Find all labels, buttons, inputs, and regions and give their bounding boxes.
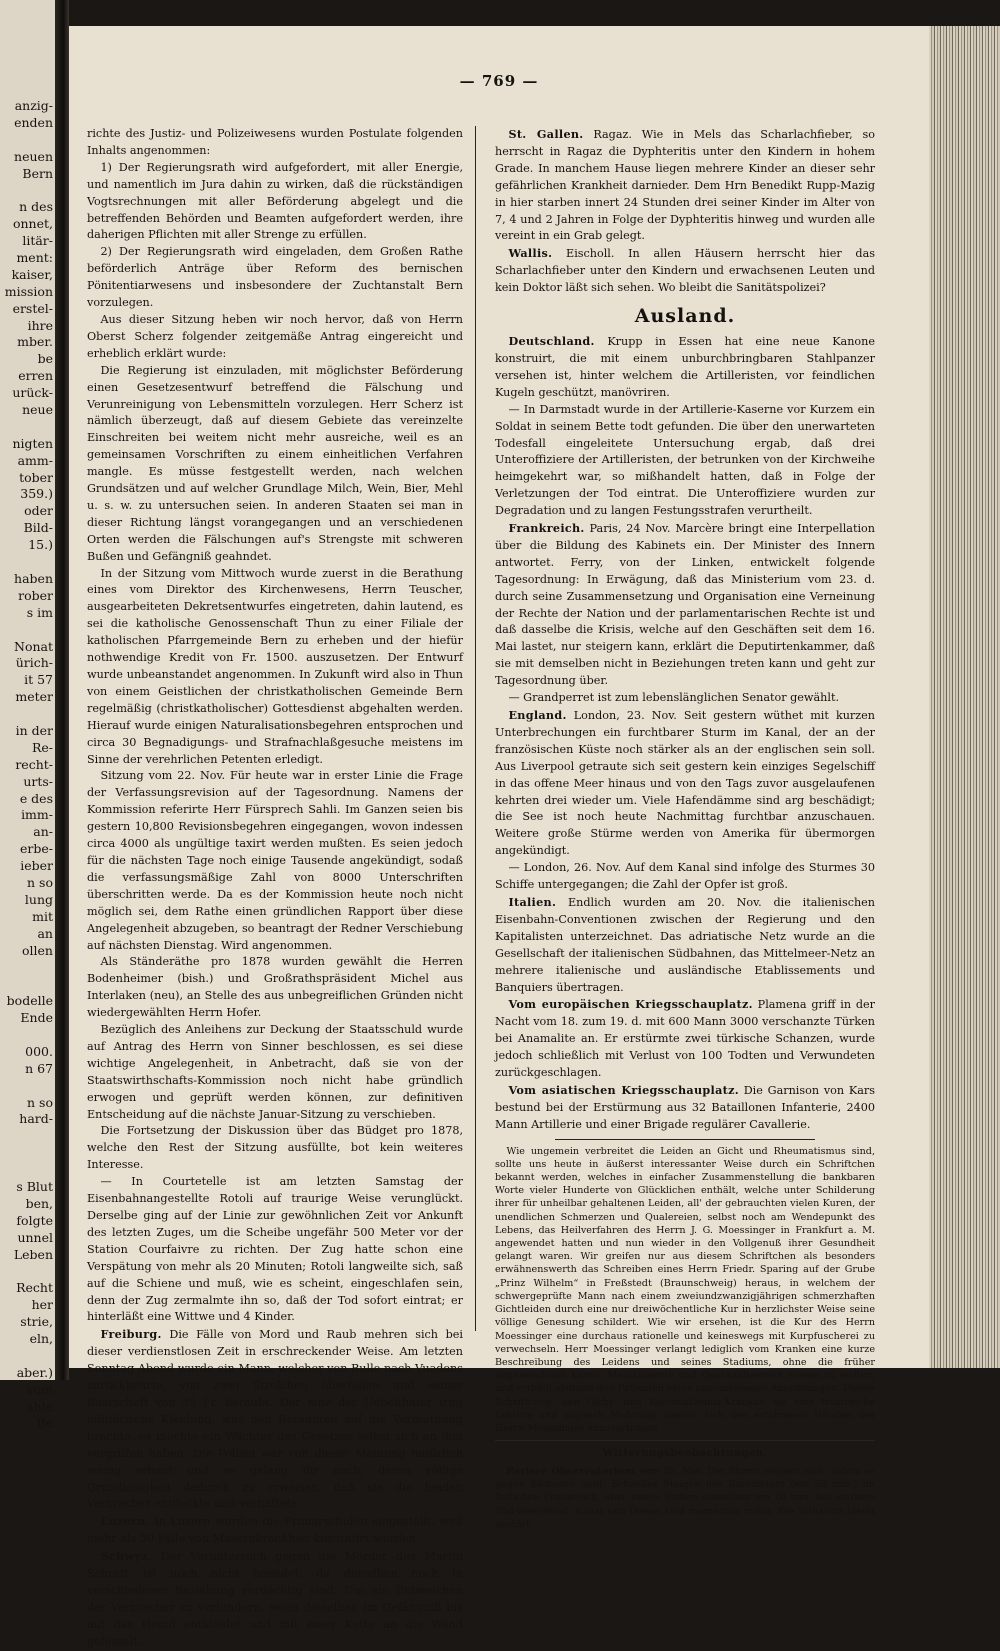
margin-fragment: folgte [16,1212,53,1228]
paragraph-block [87,312,463,363]
dateline: St. Gallen. [508,127,584,141]
divider [555,1139,815,1140]
paragraph-block [87,768,463,954]
margin-fragment [5,1145,53,1162]
paragraph-block [495,1082,875,1134]
margin-fragment: Recht [16,1280,53,1296]
paragraph-block [87,1174,463,1326]
paragraph-text: Endlich wurden am 20. Nov. die italienischen Eisenbahn-Conventionen zwischen der Regierung und den Kapitalisten unterzeichnet. Das adriatische Netz wurde an die Gesellschaft der italienischen Südbahnen, das Mittelmeer-Netz an mehrere italienische und ausländische Etablissements und Banquiers übertragen. [495,895,875,994]
margin-fragment: rober [18,587,53,603]
margin-fragment [5,182,53,199]
paragraph-block [87,954,463,1022]
paragraph-block [87,1123,463,1174]
dateline: Deutschland. [508,334,595,349]
paragraph-text: Paris, 24 Nov. Marcère bringt eine Interpellation über die Bildung des Kabinets ein. Der Minister des Innern antwortet. Ferry, von der Linken, entwickelt folgende Tagesordnung: In Erwägung, daß das Ministerium vom 23. d. durch seine Zusammensetzung und Organisation eine Verneinung der Rechte der Nation und der parlamentarischen Rechte ist und daß dasselbe die Krisis, welche auf den Geschäften seit dem 16. Mai lastet, nur steigern kann, erklärt die Deputirtenkammer, daß sie mit demselben nicht in Beziehungen treten kann und geht zur Tagesordnung über. [495,522,875,688]
weather-title: Witterungsbeobachtungen. [602,1448,768,1460]
notice-paragraph [495,1145,875,1435]
margin-fragment: mission [4,283,53,299]
dateline: Italien. [508,894,557,909]
margin-fragment [5,132,53,149]
dateline: Schwyz. [100,1549,152,1564]
dateline: Frankreich. [508,521,585,536]
article-paragraph [495,1082,875,1134]
margin-fragment: s im [26,604,53,620]
paragraph-text: London, 23. Nov. Seit gestern wüthet mit kurzen Unterbrechungen ein furchtbarer Sturm im Kanal, der an der französischen Küste noch stärker als an der englischen sein soll. Aus Liverpool getraute sich seit gestern kein einziges Segelschiff in das offene Meer hinaus und von den Tags zuvor ausgelaufenen kehrten drei wieder um. Viele Hafendämme sind arg beschädigt; die See ist noch heute Nachmittag furchtbar anzuschauen. Weitere große Stürme werden von Amerika für übermorgen angekündigt. [495,709,875,858]
paragraph-block [87,566,463,769]
margin-fragment: imm- [21,807,53,823]
margin-fragment: eln, [29,1331,53,1347]
article-paragraph [495,245,875,297]
margin-fragment: n des [19,199,53,215]
paragraph-block [87,1326,463,1513]
paragraph-block [495,996,875,1082]
margin-fragment: strie, [20,1314,53,1330]
margin-fragment: amm- [17,452,53,468]
paragraph-text: Als Ständeräthe pro 1878 wurden gewählt die Herren Bodenheimer (bish.) und Großrathspräsident Michel aus Interlaken (neu), an Stelle des aus unbegreiflichen Gründen nicht wiedergewählten Herrn Hofer. [87,955,463,1020]
paragraph-block [495,707,875,860]
margin-fragment: ment: [16,250,53,266]
margin-fragment: ollen [22,942,53,958]
paragraph-block [495,894,875,996]
margin-fragment [5,706,53,723]
margin-fragment: an- [33,824,53,840]
article-paragraph [87,126,463,160]
margin-fragment: 359.) [20,486,53,502]
margin-fragment: ahle [26,1398,53,1414]
paragraph-block [495,126,875,245]
article-paragraph [495,707,875,860]
margin-fragment: tober [19,469,53,485]
margin-fragment: n 67 [25,1060,53,1076]
article-paragraph [495,520,875,690]
paragraph-block [87,244,463,312]
paragraph-block [495,333,875,402]
paragraph-block [495,1465,875,1531]
right-column [495,126,875,1531]
paragraph-text: Krupp in Essen hat eine neue Kanone konstruirt, die mit einem unburchbringbaren Stahlpanzer versehen ist, hinter welchem die Artilleristen, vor feindlichen Kugeln geschützt, manövriren. [495,335,875,399]
notice-paragraph [495,1465,875,1531]
article-paragraph [495,996,875,1082]
margin-fragment: erbe- [20,841,53,857]
paragraph-text: Plamena griff in der Nacht vom 18. zum 19. d. mit 600 Mann 3000 verschanzte Türken bei Anamalite an. Er erstürmte zwei türkische Schanzen, wurde jedoch schließlich mit Verlust von 100 Todten und Verwundeten zurückgeschlagen. [495,998,875,1080]
margin-fragment [5,959,53,976]
margin-fragment [5,1027,53,1044]
paragraph-block [495,245,875,297]
margin-fragment: anzig- [14,98,53,113]
paragraph-text: Die Garnison von Kars bestund bei der Erstürmung aus 32 Bataillonen Infanterie, 2400 Mann Artillerie und einer Brigade regulärer Cavallerie. [495,1083,875,1131]
dateline: Freiburg. [100,1327,162,1342]
paragraph-block [87,160,463,245]
article-paragraph [87,312,463,363]
margin-fragment: e des [19,790,53,806]
article-paragraph [87,1022,463,1123]
paragraph-block [87,126,463,160]
margin-fragment [5,419,53,436]
article-paragraph [87,1513,463,1548]
margin-fragment [5,622,53,639]
paragraph-block [495,690,875,707]
dateline: Vom asiatischen Kriegsschauplatz. [508,1082,739,1097]
margin-fragment: Bild- [23,520,53,536]
newspaper-page [69,26,929,1648]
margin-fragment [5,1078,53,1095]
article-paragraph [495,894,875,996]
article-paragraph [87,160,463,245]
paragraph-text: Die Fortsetzung der Diskussion über das Büdget pro 1878, welche den Rest der Sitzung ausfüllte, bot kein weiteres Interesse. [87,1124,463,1172]
margin-fragment: aber.) [16,1364,53,1380]
margin-fragment: 000. [25,1043,53,1059]
page-number: — 769 — [459,72,539,90]
article-paragraph [87,566,463,769]
article-paragraph [495,860,875,894]
margin-fragment: kaiser, [11,266,53,282]
paragraph-text: Die Fälle von Mord und Raub mehren sich bei dieser verdienstlosen Zeit in erschreckender Weise. Am letzten Sonntag Abend wurde ein Mann, welcher von Bulle nach Vuadens zurückkehrte, von zwei Strolchen überfallen und seiner Baarschaft von 35 Fr. beraubt. Der eine der Uebelthäter trug militärische Kleidung, was den Beraubten auf die Vermuthung brachte, es möchte ein Wächter des Gesetzes selbst sich an ihm vergriffen haben. Die Polizei war von dieser Meinung natürlich wenig erbaut und es gelang ihr auch, deren völlige Grundlosigkeit dadurch zu erweisen, daß sie die beiden Verbrecher entdeckte und verhaftete. [87,1328,463,1511]
margin-fragment: Be [36,1415,53,1431]
margin-fragment [5,1162,53,1179]
margin-fragment: bodelle [6,993,53,1009]
margin-fragment [5,1263,53,1280]
left-page-fragment [0,0,55,1431]
margin-fragment: n so [27,874,53,890]
margin-fragment: it 57 [24,672,53,688]
margin-fragment: nigten [12,435,53,451]
dateline: England. [508,708,567,722]
paragraph-text: — In Courtetelle ist am letzten Samstag der Eisenbahnangestellte Rotoli auf traurige Weise verunglückt. Derselbe ging auf der Linie zur gewöhnlichen Zeit vor Ankunft des letzten Zuges, um die Scheibe ungefähr 500 Meter vor der Station Courfaivre zu richten. Der Zug hatte schon eine Verspätung von mehr als 20 Minuten; Rotoli langweilte sich, saß auf die Schiene und muß, wie es scheint, eingeschlafen sein, denn der Zug zermalmte ihn so, daß der Tod sofort eintrat; er hinterläßt eine Wittwe und 4 Kinder. [87,1175,463,1324]
margin-fragment: Ende [20,1010,53,1026]
section-heading: Ausland. [634,305,736,328]
dateline: Wallis. [508,246,553,261]
paragraph-block [87,363,463,566]
margin-fragment: urts- [23,773,53,789]
article-paragraph [495,402,875,520]
margin-fragment: erren [18,368,53,384]
margin-fragment: mber. [17,334,53,350]
margin-fragment: ihre [27,317,53,333]
margin-fragment [5,1348,53,1365]
page-edges [929,26,1000,1368]
margin-fragment: lung [24,891,53,907]
paragraph-text: 1) Der Regierungsrath wird aufgefordert, mit aller Energie, und namentlich im Jura dahin zu wirken, daß die rückständigen Vogtsrechnungen mit aller Beförderung abgelegt und die betreffenden Behörden und Beamten aufgefordert werden, ihre daherigen Pflichten mit aller Strenge zu erfüllen. [87,160,463,242]
article-paragraph [87,954,463,1022]
article-paragraph [87,1123,463,1174]
article-paragraph [87,1548,463,1650]
paragraph-text: richte des Justiz- und Polizeiwesens wurden Postulate folgenden Inhalts angenommen: [87,127,463,157]
margin-fragment: onnet, [12,216,53,232]
left-column [87,126,463,1651]
margin-fragment: 15.) [28,537,53,553]
paragraph-text: In der Sitzung vom Mittwoch wurde zuerst in die Berathung eines vom Direktor des Kirchenwesens, Herrn Teuscher, ausgearbeiteten Dekretsentwurfes eingetreten, dahin lautend, es sei die katholische Genossenschaft Thun zu einer Filiale der katholischen Pfarrgemeinde Bern zu erheben und der hiefür nothwendige Kredit von Fr. 1500. auszusetzen. Der Entwurf wurde unbeanstandet angenommen. In Zukunft wird also in Thun von einem Geistlichen der christkatholischen Gemeinde Bern regelmäßig (christkatholischer) Gottesdienst abgehalten werden. Hierauf wurde einigen Naturalisationsbegehren entsprochen und circa 30 Begnadigungs- und Strafnachlaßgesuche meistens im Sinne der verehrlichen Petenten erledigt. [87,566,463,766]
left-margin-text [5,98,53,1432]
article-paragraph [87,363,463,566]
margin-fragment: recht- [15,756,53,772]
article-paragraph [87,1174,463,1326]
margin-fragment: urück- [12,385,53,401]
paragraph-text: 2) Der Regierungsrath wird eingeladen, dem Großen Rathe beförderlich Anträge über Reform des bernischen Pönitentiarwesens und insbesondere der Zuchtanstalt Bern vorzulegen. [87,245,463,310]
margin-fragment: ürich- [15,655,53,671]
paragraph-text: — London, 26. Nov. Auf dem Kanal sind infolge des Sturmes 30 Schiffe untergegangen; die Zahl der Opfer ist groß. [495,861,875,892]
paragraph-text: Eischoll. In allen Häusern herrscht hier das Scharlachfieber unter den Kindern und erwachsenen Leuten und kein Doktor läßt sich sehen. Wo bleibt die Sanitätspolizei? [495,247,875,295]
margin-fragment: ieber [20,858,53,874]
margin-fragment: s Blut [16,1179,53,1194]
margin-fragment: vom [26,1381,53,1397]
paragraph-block [495,402,875,520]
paragraph-text: Wie ungemein verbreitet die Leiden an Gicht und Rheumatismus sind, sollte uns heute in äußerst interessanter Weise durch ein Schriftchen bekannt werden, welches in einfacher Zusammenstellung die bankbaren Worte vieler Hunderte von Glücklichen enthält, welche unter Schilderung ihrer für unheilbar gehaltenen Leiden, all' der gebrauchten vielen Kuren, der unendlichen Schmerzen und Qualereien, selbst noch am Wendepunkt des Lebens, das Heilverfahren des Herrn J. G. Moessinger in Frankfurt a. M. angewendet hatten und nun wieder in den Vollgenuß ihrer Gesundheit gelangt waren. Wir greifen nur aus diesem Schriftchen als besonders erwähnenswerth das Schreiben eines Herrn Friedr. Sparing auf der Grube „Prinz Wilhelm“ in Freßstedt (Braunschweig) heraus, in welchem der schwergeprüfte Mann nach einem zweiundzwanzigjährigen schmerzhaften Gichtleiden durch eine nur dreiwöchentliche Kur in herzlichster Weise seine völlige Genesung schildert. Wie wir ersehen, ist die Kur des Herrn Moessinger eine durchaus rationelle und keineswegs mit Kurpfuscherei zu verwechseln. Herr Moessinger verlangt lediglich vom Kranken eine kurze Beschreibung des Leidens und seines Stadiums, ohne die früher angewendeten Kuren, Medikamente und Quacksalbereien wissen zu wollen, und ertheilt alsdann den Patienten seine angemessenen Anordnungen. Dieses Schriftchen, den Gicht- und Rheumatismus-Kranken als eine trostreiche Lektüre und zugleich Mahnung dienen, sich den erfahrenen Händen des Herrn Moessinger anzuvertrauen. [495,1145,875,1434]
paragraph-text: Aus dieser Sitzung heben wir noch hervor, daß von Herrn Oberst Scherz folgender zeitgemäße Antrag eingereicht und erheblich erklärt wurde: [87,312,463,360]
divider [495,1440,875,1441]
margin-fragment: n so [27,1094,53,1110]
margin-fragment: neue [22,402,53,418]
margin-fragment: litär- [22,233,53,249]
paragraph-text: — In Darmstadt wurde in der Artillerie-Kaserne vor Kurzem ein Soldat in seinem Bette todt gefunden. Die über den unerwarteten Todesfall eingeleitete Untersuchung ergab, daß drei Unteroffiziere der Artilleristen, der betrunken von der Kirchweihe heimgekehrt war, so mißhandelt hatten, daß in Folge der Verletzungen der Tod eintrat. Die Unteroffiziere wurden zur Degradation und zu langen Festungsstrafen verurtheilt. [495,402,875,518]
margin-fragment: oder [24,503,53,519]
article-paragraph [495,690,875,707]
margin-fragment: meter [15,689,53,705]
margin-fragment [5,554,53,571]
paragraph-text: — Grandperret ist zum lebenslänglichen Senator gewählt. [508,691,839,705]
margin-fragment: mit [32,908,53,924]
paragraph-text: Ragaz. Wie in Mels das Scharlachfieber, so herrscht in Ragaz die Dyphteritis unter den Kindern in hohem Grade. In manchem Hause liegen mehrere Kinder an dieser sehr gefährlichen Krankheit darnieder. Dem Hrn Benedikt Rupp-Mazig in hier starben innert 24 Stunden drei seiner Kinder im Alter von 7, 4 und 2 Jahren in Folge der Dyphteritis hinweg und wurden alle vereint in ein Grab gelegt. [495,128,875,243]
article-paragraph [87,768,463,954]
dateline: Pariser Observatorium [506,1466,636,1478]
paragraph-block [87,1513,463,1548]
margin-fragment: Leben [13,1246,53,1262]
margin-fragment: Re- [31,739,53,755]
paragraph-block [495,520,875,690]
paragraph-text: Der Voruntersuch gegen die Mörder des Martin Schratt ist noch nicht beendet, da dieselben noch in verschiedener Beziehung verdächtig sind. Um ein Entweichen der Verbrecher zu verhindern, seien dieselben im Gefängniß bis auf das Hemd entkleidet und mit einer Kette an die Wand gefesselt. [87,1550,463,1648]
article-paragraph [495,333,875,402]
column-divider [475,126,476,1331]
article-paragraph [87,244,463,312]
book-gutter [55,0,69,1380]
paragraph-text: vom 26. Nov. Der Sturm steigert sich, indem er gegen Südosten geht. Schnelles Steigen des Barometers (um 20 mm.) im östlichen Frankreich, aber neues Sinken desselben um 10 mm. bei starkem Süd-West-Wind. Kanal und Ozean sind momentan ruhig. Die Situation bleibt gestört. [495,1466,875,1530]
margin-fragment: her [31,1297,53,1313]
paragraph-block [495,1145,875,1435]
margin-fragment: an [37,925,53,941]
dateline: Vom europäischen Kriegsschauplatz. [508,997,753,1012]
margin-fragment: erstel- [12,300,53,316]
article-paragraph [495,126,875,245]
margin-fragment: unnel [17,1229,53,1245]
paragraph-block [87,1022,463,1123]
margin-fragment: enden [14,114,53,130]
margin-fragment: be [37,351,53,367]
margin-fragment [5,1128,53,1145]
margin-fragment: ben, [25,1195,53,1211]
paragraph-block [495,860,875,894]
margin-fragment: Bern [22,165,53,181]
margin-fragment [5,976,53,993]
margin-fragment: haben [14,570,53,586]
margin-fragment: in der [15,722,53,738]
paragraph-text: Die Regierung ist einzuladen, mit möglichster Beförderung einen Gesetzesentwurf betreffend die Fälschung und Verunreinigung von Lebensmitteln vorzulegen. Herr Scherz ist nämlich überzeugt, daß auf diesem Gebiete das vereinzelte Einschreiten bei weitem nicht mehr ausreiche, weil es an gemeinsamen Vorschriften zu einem einheitlichen Verfahren mangle. Es müsse festgestellt werden, nach welchen Grundsätzen und auf welcher Grundlage Milch, Wein, Bier, Mehl u. s. w. zu untersuchen seien. In anderen Staaten sei man in dieser Richtung längst vorangegangen und an verschiedenen Orten werden die Fälschungen auf's Strengste mit schweren Bußen und Gefängniß geahndet. [87,363,463,563]
dateline: Luzern. [100,1514,150,1529]
margin-fragment: neuen [14,148,53,164]
paragraph-text: Sitzung vom 22. Nov. Für heute war in erster Linie die Frage der Verfassungsrevision auf der Tagesordnung. Namens der Kommission referirte Herr Fürsprech Sahli. Im Ganzen seien bis gestern 10,800 Revisionsbegehren eingegangen, wovon indessen circa 4000 als ungültige taxirt werden mußten. Es seien jedoch für die nächsten Tage noch einige Tausende angekündigt, sodaß die verfassungsmäßige Zahl von 8000 Unterschriften überschritten werde. Da es der Kommission heute noch nicht möglich sei, dem Rathe einen gründlichen Rapport über diese Angelegenheit abzugeben, so beantragt der Redner Verschiebung auf nächsten Dienstag. Wird angenommen. [87,769,463,952]
margin-fragment: hard- [19,1111,53,1127]
paragraph-block [87,1548,463,1650]
paragraph-text: Bezüglich des Anleihens zur Deckung der Staatsschuld wurde auf Antrag des Herrn von Sinner beschlossen, es sei diese wichtige Angelegenheit, in Anbetracht, daß sie von der Staatswirthschafts-Kommission noch nicht habe gründlich erwogen und geprüft werden können, zur definitiven Entscheidung auf die nächste Januar-Sitzung zu verschieben. [87,1023,463,1121]
margin-fragment: Nonat [14,638,53,654]
article-paragraph [87,1326,463,1513]
paragraph-text: In Luzern wurden die Primarschulen eingestellt, weil mehr als 50 Fälle von Masernkrankheit konstatirt wurden. [87,1515,463,1546]
